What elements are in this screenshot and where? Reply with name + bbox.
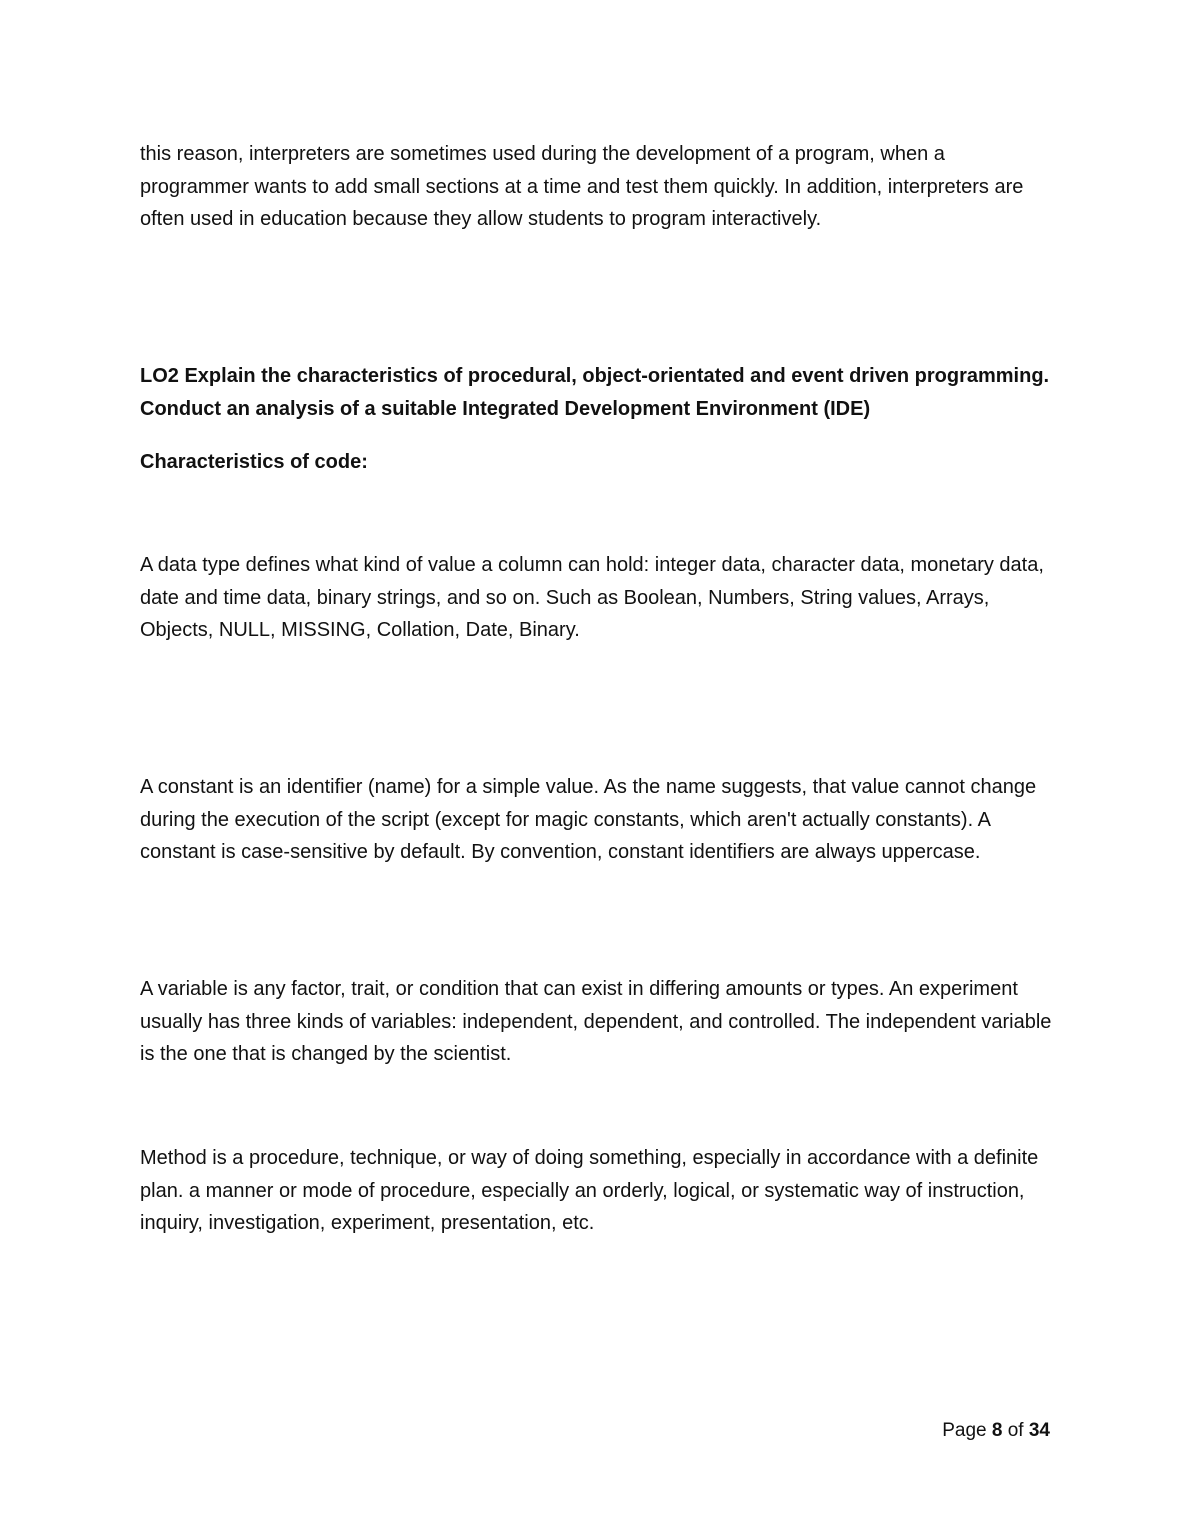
page-number: 8 [991, 1420, 1003, 1441]
paragraph-data-type: A data type defines what kind of value a column can hold: integer data, character data, monetary data, date and time data, binary strings, and so on. Such as Boolean, Numbers, String values, Arrays, Objects, NULL, MISSING, Collation, Date, Binary. [140, 554, 1044, 642]
paragraph-variable: A variable is any factor, trait, or condition that can exist in differing amounts or types. An experiment usually has three kinds of variables: independent, dependent, and controlled. The independent variable is the one that is changed by the scientist. [140, 978, 1052, 1066]
section-heading: LO2 Explain the characteristics of procedural, object-orientated and event driven programming. Conduct an analysis of a suitable Integrated Development Environment (IDE) [140, 365, 1050, 420]
page-total: 34 [1028, 1420, 1050, 1441]
page-prefix: Page [942, 1420, 987, 1441]
subheading: Characteristics of code: [140, 451, 368, 473]
page-footer [942, 1418, 1050, 1444]
paragraph-method: Method is a procedure, technique, or way of doing something, especially in accordance with a definite plan. a manner or mode of procedure, especially an orderly, logical, or systematic way of instruction, inquiry, investigation, experiment, presentation, etc. [140, 1147, 1039, 1235]
paragraph-constant: A constant is an identifier (name) for a simple value. As the name suggests, that value cannot change during the execution of the script (except for magic constants, which aren't actually constants). A constant is case-sensitive by default. By convention, constant identifiers are always uppercase. [140, 776, 1037, 864]
page-of: of [1007, 1420, 1024, 1441]
intro-paragraph: this reason, interpreters are sometimes used during the development of a program, when a programmer wants to add small sections at a time and test them quickly. In addition, interpreters are often used in education because they allow students to program interactively. [140, 143, 1024, 231]
